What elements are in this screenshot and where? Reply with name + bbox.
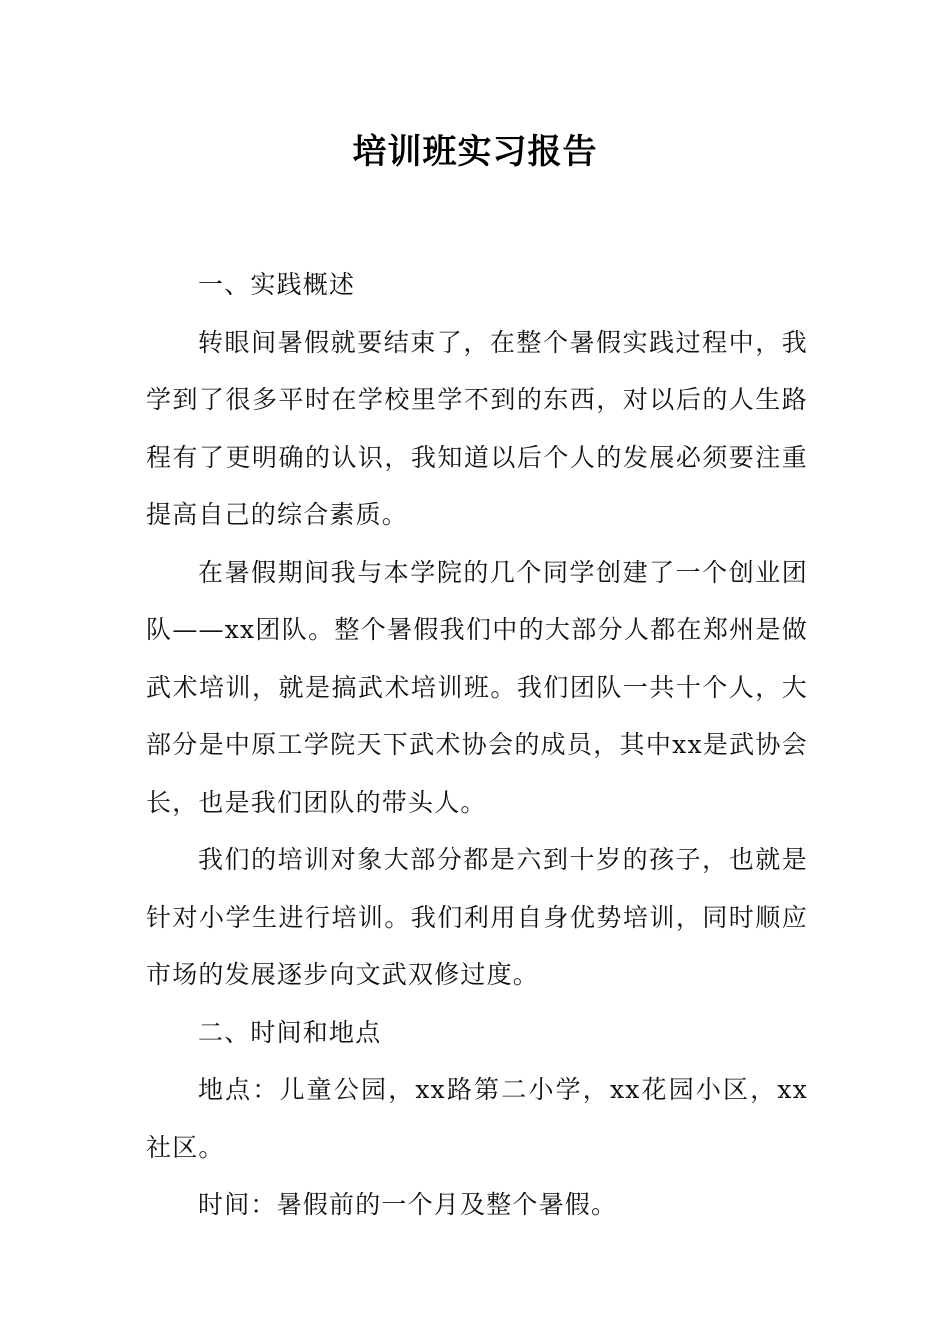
paragraph-time: 时间：暑假前的一个月及整个暑假。 [198,1190,618,1219]
paragraph-location: 地点：儿童公园，xx路第二小学，xx花园小区，xx社区。 [146,1075,808,1162]
section-heading-overview: 一、实践概述 [198,270,356,299]
section-heading-time-place: 二、时间和地点 [198,1017,382,1047]
document-body [146,256,808,1234]
paragraph-training-target: 我们的培训对象大部分都是六到十岁的孩子，也就是针对小学生进行培训。我们利用自身优势培训，同时顺应市场的发展逐步向文武双修过度。 [146,845,808,989]
document-title: 培训班实习报告 [352,132,598,172]
paragraph-team: 在暑假期间我与本学院的几个同学创建了一个创业团队——xx团队。整个暑假我们中的大部分人都在郑州是做武术培训，就是搞武术培训班。我们团队一共十个人，大部分是中原工学院天下武术协会的成员，其中xx是武协会长，也是我们团队的带头人。 [146,557,808,817]
paragraph-summary: 转眼间暑假就要结束了，在整个暑假实践过程中，我学到了很多平时在学校里学不到的东西，对以后的人生路程有了更明确的认识，我知道以后个人的发展必须要注重提高自己的综合素质。 [146,327,808,529]
